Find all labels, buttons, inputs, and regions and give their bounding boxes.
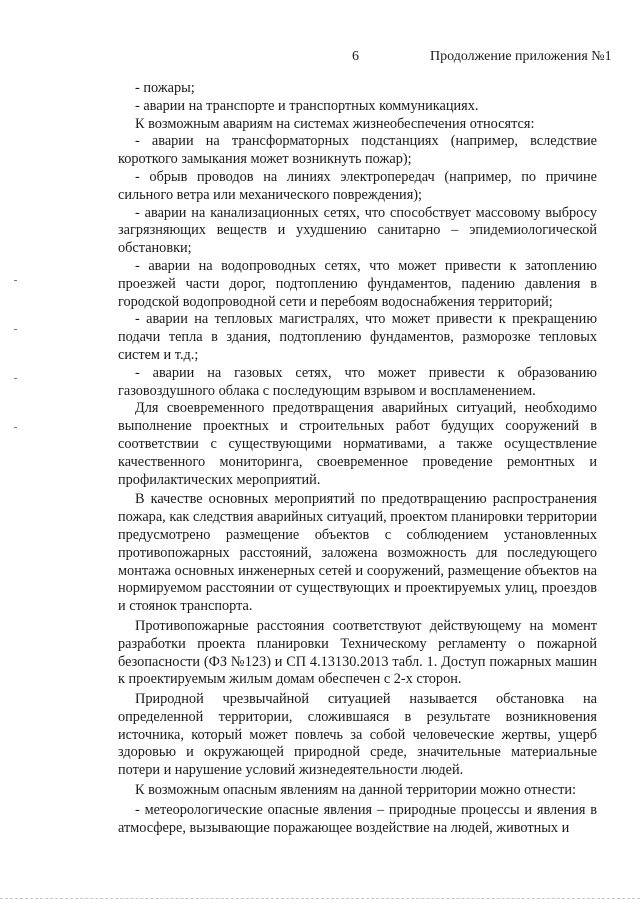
list-item-heat-mains: - аварии на тепловых магистралях, что может привести к прекращению подачи тепла в здания, подтоплению фундаментов, разморозке тепловых систем и т.д.; — [118, 311, 597, 363]
margin-mark — [14, 329, 17, 330]
paragraph-fire-measures: В качестве основных мероприятий по предотвращению распространения пожара, как следствия аварийных ситуаций, проектом планировки территории предусмотрено размещение объектов с соблюдением установленных противопожарных расстояний, заложена возможность для последующего монтажа основных инженерных сетей и сооружений, размещение объектов на нормируемом расстоянии от существующих и проектируемых улиц, проездов и стоянок транспорта. — [118, 491, 597, 615]
list-item-sewer-networks: - аварии на канализационных сетях, что способствует массовому выбросу загрязняющих веществ и ухудшению санитарно – эпидемиологической обстановки; — [118, 204, 597, 257]
margin-mark — [14, 378, 17, 379]
list-item-transport-accidents: - аварии на транспорте и транспортных коммуникациях. — [135, 97, 479, 114]
body-text — [118, 80, 597, 837]
list-item-water-networks: - аварии на водопроводных сетях, что может привести к затоплению проезжей части дорог, подтоплению фундаментов, падению давления в городской водопроводной сети и перебоям водоснабжения территорий; — [118, 257, 597, 310]
appendix-heading: Продолжение приложения №1 — [430, 49, 612, 64]
margin-mark — [14, 427, 17, 428]
page-number: 6 — [352, 49, 359, 64]
list-item-transformer-substations: - аварии на трансформаторных подстанциях (например, вследствие короткого замыкания может возникнуть пожар); — [118, 133, 597, 168]
margin-mark — [14, 280, 17, 281]
paragraph-prevention: Для своевременного предотвращения аварийных ситуаций, необходимо выполнение проектных и строительных работ будущих сооружений в соответствии с существующими нормативами, а также осуществление качественного мониторинга, своевременное проведение ремонтных и профилактических мероприятий. — [118, 400, 597, 488]
paragraph-fire-distances: Противопожарные расстояния соответствуют действующему на момент разработки проекта планировки Техническому регламенту о пожарной безопасности (ФЗ №123) и СП 4.13130.2013 табл. 1. Доступ пожарных машин к проектируемым жилым домам обеспечен с 2-х сторон. — [118, 617, 597, 688]
paragraph-natural-emergency: Природной чрезвычайной ситуацией называется обстановка на определенной территории, сложившаяся в результате возникновения источника, который может повлечь за собой человеческие жертвы, ущерб здоровью и окружающей природной среде, значительные материальные потери и нарушение условий жизнедеятельности людей. — [118, 691, 597, 779]
list-item-gas-networks: - аварии на газовых сетях, что может привести к образованию газовоздушного облака с последующим взрывом и воспламенением. — [118, 364, 597, 399]
list-item-fires: - пожары; — [135, 80, 195, 96]
list-item-power-lines: - обрыв проводов на линиях электропередач (например, по причине сильного ветра или механического повреждения); — [118, 168, 597, 203]
scan-edge-line — [0, 898, 640, 899]
paragraph-hazards-intro: К возможным опасным явлениям на данной территории можно отнести: — [135, 782, 576, 799]
margin-marks — [14, 280, 17, 476]
list-item-meteorological: - метеорологические опасные явления – природные процессы и явления в атмосфере, вызывающие поражающее воздействие на людей, животных и — [118, 801, 597, 836]
paragraph-life-support-intro: К возможным авариям на системах жизнеобеспечения относятся: — [135, 115, 535, 132]
